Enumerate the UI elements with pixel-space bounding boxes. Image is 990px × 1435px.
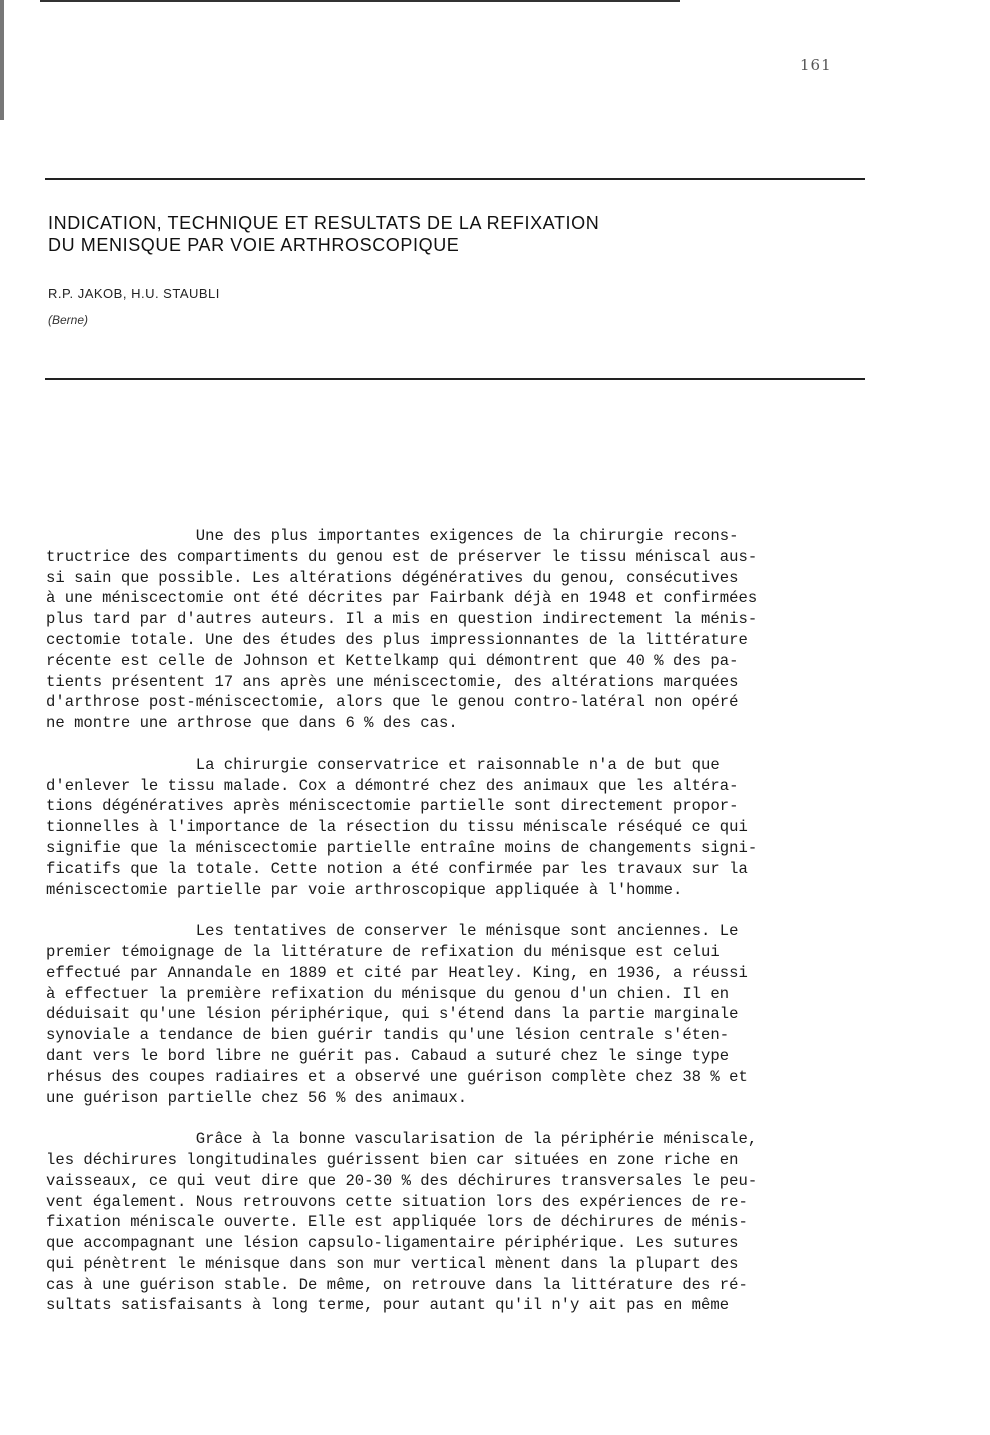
body-text-line: d'enlever le tissu malade. Cox a démontré chez des animaux que les altéra- (46, 776, 739, 795)
article-title (48, 212, 599, 256)
body-text-line: tionnelles à l'importance de la résection du tissu méniscale réséqué ce qui (46, 818, 748, 837)
body-text-line: vaisseaux, ce qui veut dire que 20-30 % des déchirures transversales le peu- (46, 1171, 758, 1190)
body-text-line: ficatifs que la totale. Cette notion a été confirmée par les travaux sur la (46, 859, 748, 878)
body-text-line: cectomie totale. Une des études des plus impressionnantes de la littérature (46, 630, 748, 649)
body-text-line: récente est celle de Johnson et Kettelkamp qui démontrent que 40 % des pa- (46, 651, 739, 670)
body-text-line: tions dégénératives après méniscectomie partielle sont directement propor- (46, 797, 739, 816)
body-paragraph (46, 1129, 866, 1316)
authors: R.P. JAKOB, H.U. STAUBLI (48, 286, 220, 301)
body-text-line: plus tard par d'autres auteurs. Il a mis en question indirectement la ménis- (46, 610, 758, 629)
body-text-line: tients présentent 17 ans après une méniscectomie, des altérations marquées (46, 672, 739, 691)
body-text-line: rhésus des coupes radiaires et a observé une guérison complète chez 38 % et (46, 1067, 748, 1086)
scan-left-edge-mark (0, 0, 4, 120)
body-text-line: vent également. Nous retrouvons cette situation lors des expériences de re- (46, 1192, 748, 1211)
body-text-line: fixation méniscale ouverte. Elle est appliquée lors de déchirures de ménis- (46, 1213, 748, 1232)
body-text-line: d'arthrose post-méniscectomie, alors que le genou contro-latéral non opéré (46, 693, 739, 712)
header-rule-top (45, 178, 865, 180)
affiliation: (Berne) (48, 313, 89, 327)
body-paragraph (46, 526, 866, 734)
body-text-line: premier témoignage de la littérature de refixation du ménisque est celui (46, 942, 720, 961)
body-text-line: méniscectomie partielle par voie arthroscopique appliquée à l'homme. (46, 880, 683, 899)
body-text-line: les déchirures longitudinales guérissent bien car situées en zone riche en (46, 1150, 739, 1169)
body-text-line: une guérison partielle chez 56 % des animaux. (46, 1088, 468, 1107)
body-text-line: à une méniscectomie ont été décrites par Fairbank déjà en 1948 et confirmées (46, 589, 758, 608)
header-rule-bottom (45, 378, 865, 380)
body-text-line: tructrice des compartiments du genou est de préserver le tissu méniscal aus- (46, 547, 758, 566)
body-paragraph (46, 921, 866, 1108)
body-text-line: si sain que possible. Les altérations dégénératives du genou, consécutives (46, 568, 739, 587)
body-paragraph (46, 755, 866, 901)
article-body (46, 526, 866, 1337)
body-text-line: à effectuer la première refixation du ménisque du genou d'un chien. Il en (46, 984, 730, 1003)
body-text-line: La chirurgie conservatrice et raisonnable n'a de but que (46, 755, 720, 774)
article-title-line-1: INDICATION, TECHNIQUE ET RESULTATS DE LA REFIXATION (48, 213, 600, 233)
article-title-line-2: DU MENISQUE PAR VOIE ARTHROSCOPIQUE (48, 235, 460, 255)
body-text-line: qui pénètrent le ménisque dans son mur vertical mènent dans la plupart des (46, 1254, 739, 1273)
body-text-line: dant vers le bord libre ne guérit pas. Cabaud a suturé chez le singe type (46, 1046, 730, 1065)
body-text-line: ne montre une arthrose que dans 6 % des cas. (46, 714, 458, 733)
scan-top-edge-line (40, 0, 680, 2)
body-text-line: synoviale a tendance de bien guérir tandis qu'une lésion centrale s'éten- (46, 1026, 730, 1045)
body-text-line: effectué par Annandale en 1889 et cité par Heatley. King, en 1936, a réussi (46, 963, 748, 982)
body-text-line: sultats satisfaisants à long terme, pour autant qu'il n'y ait pas en même (46, 1296, 730, 1315)
body-text-line: Grâce à la bonne vascularisation de la périphérie méniscale, (46, 1130, 758, 1149)
body-text-line: déduisait qu'une lésion périphérique, qui s'étend dans la partie marginale (46, 1005, 739, 1024)
body-text-line: que accompagnant une lésion capsulo-ligamentaire périphérique. Les sutures (46, 1234, 739, 1253)
body-text-line: Une des plus importantes exigences de la chirurgie recons- (46, 527, 739, 545)
body-text-line: signifie que la méniscectomie partielle entraîne moins de changements signi- (46, 838, 758, 857)
page-number: 161 (800, 56, 832, 74)
body-text-line: cas à une guérison stable. De même, on retrouve dans la littérature des ré- (46, 1275, 748, 1294)
body-text-line: Les tentatives de conserver le ménisque sont anciennes. Le (46, 922, 739, 941)
